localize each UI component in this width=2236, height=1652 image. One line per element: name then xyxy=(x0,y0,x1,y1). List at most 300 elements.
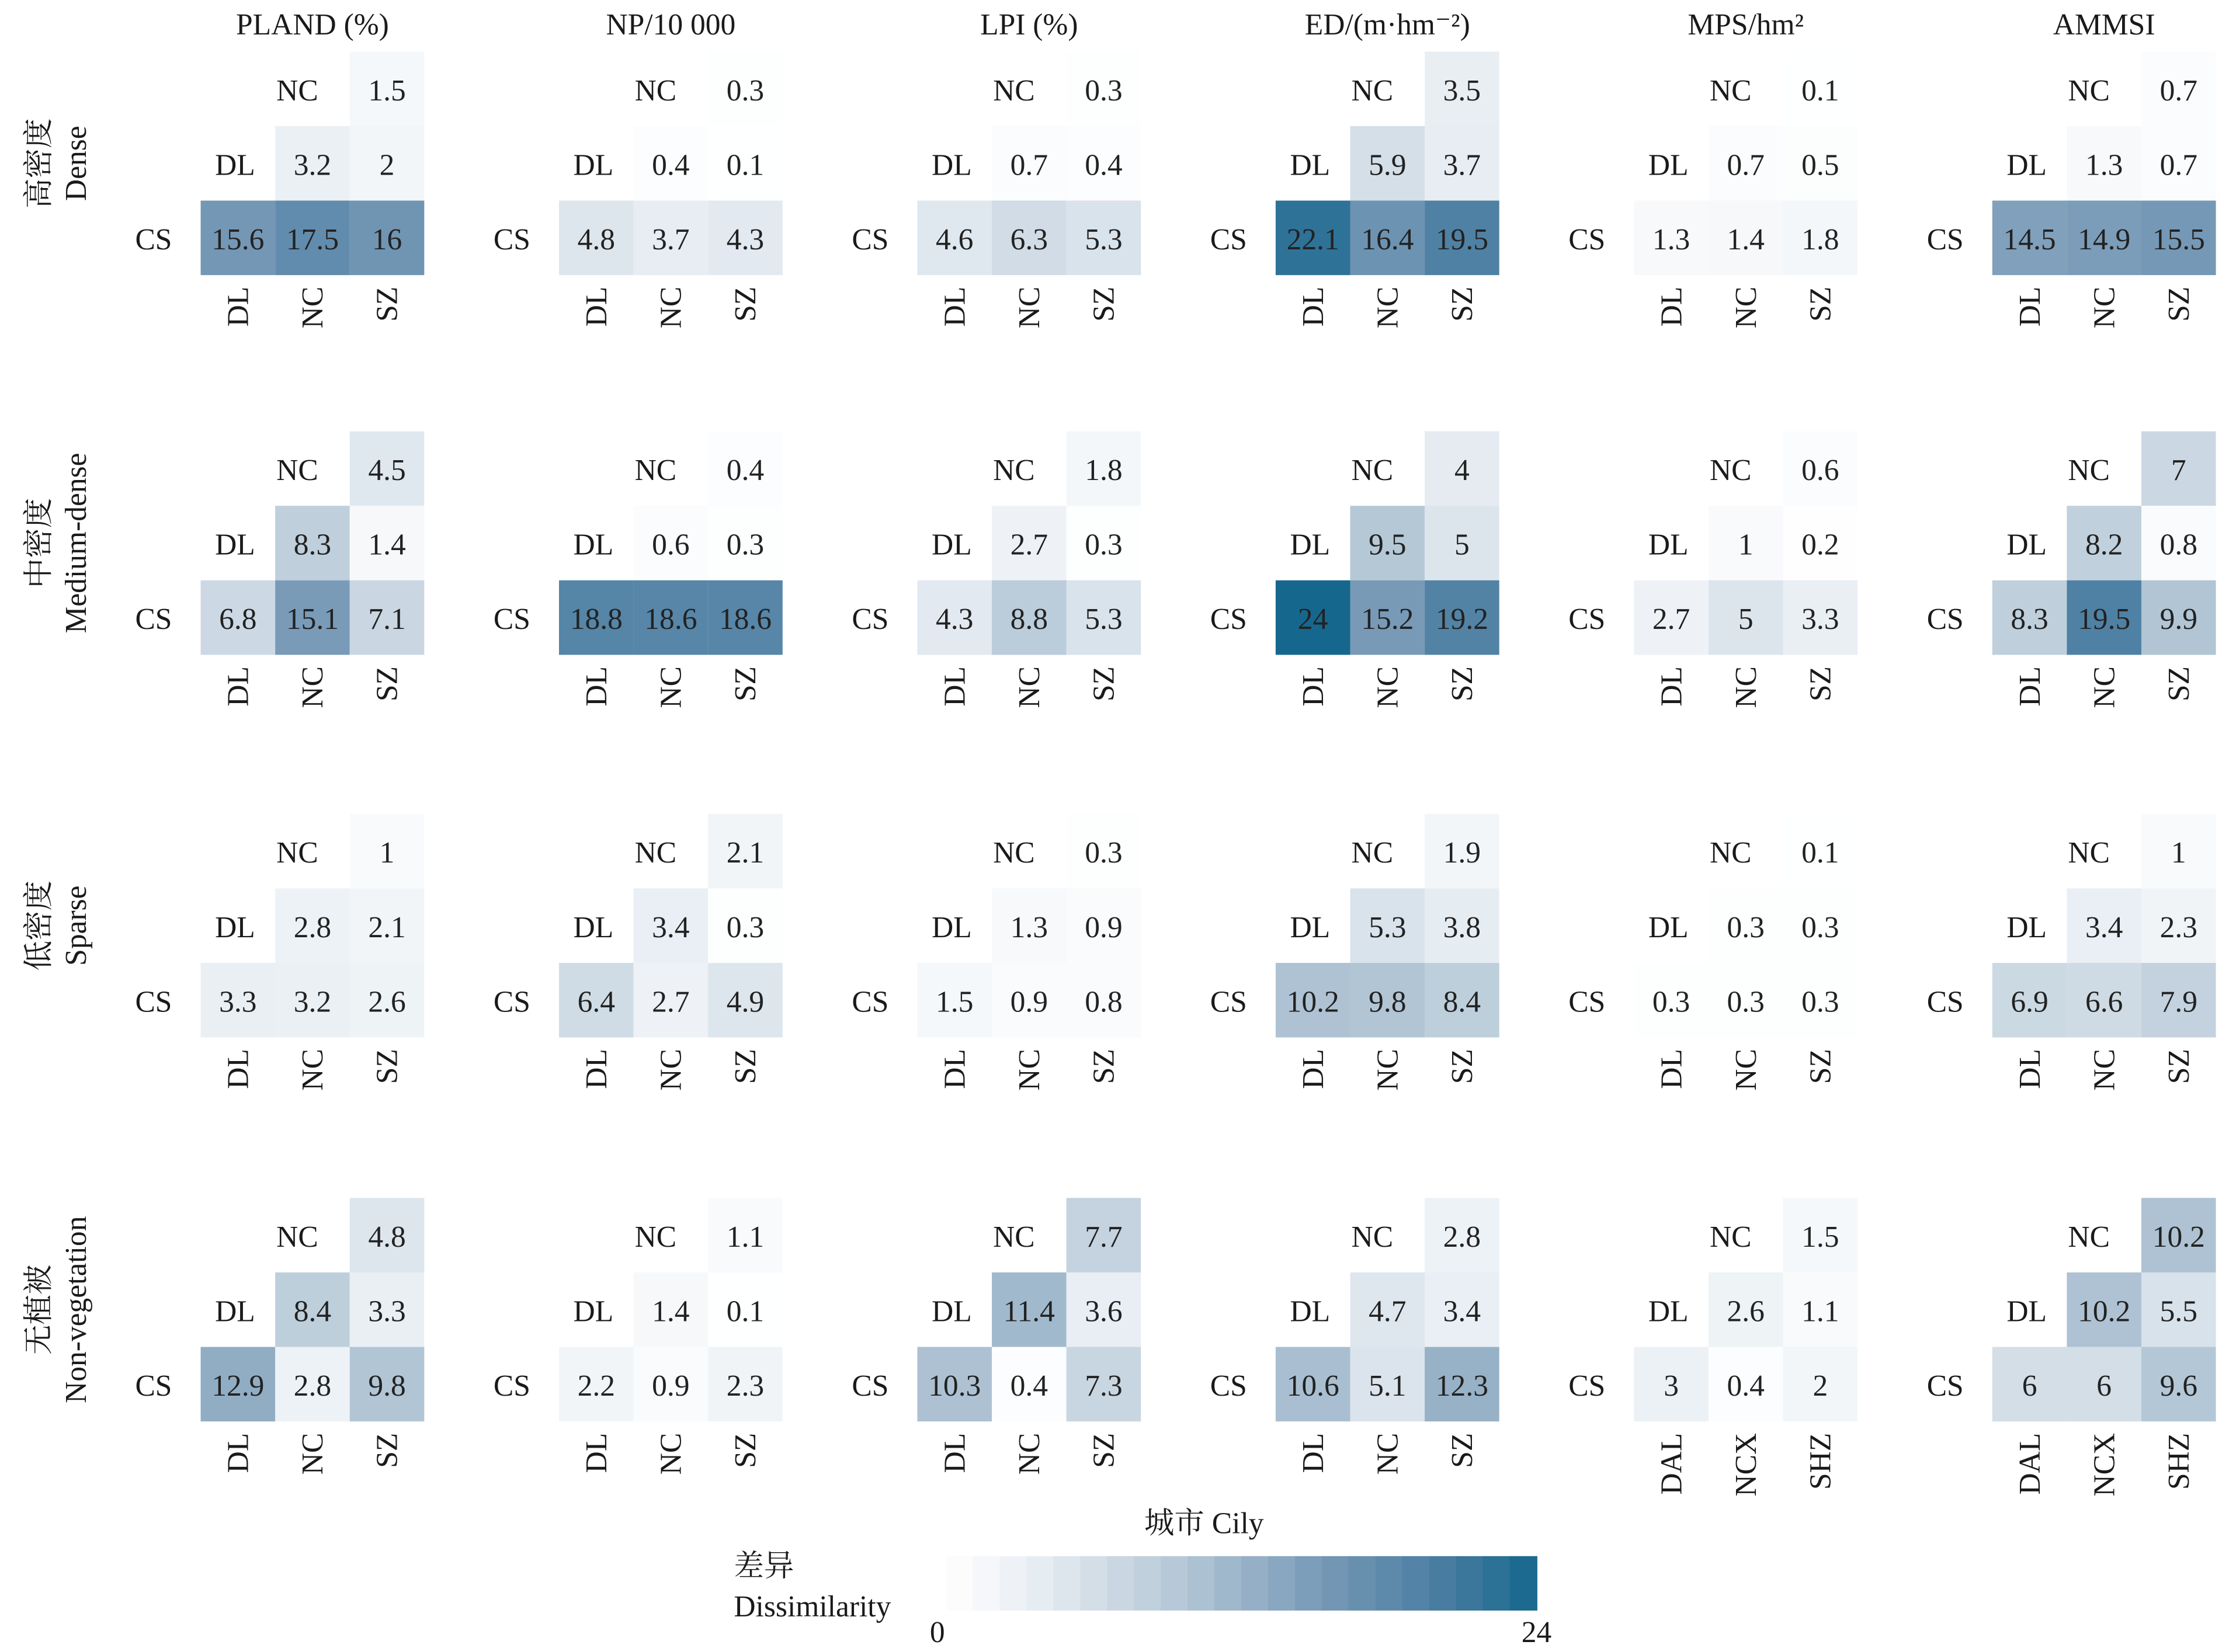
colorbar-segment xyxy=(1214,1556,1242,1611)
cell-value-dl_sz: 0.4 xyxy=(1085,148,1123,182)
col-tick-2: SZ xyxy=(370,286,404,322)
col-tick-2: SZ xyxy=(1446,1049,1480,1084)
row-label-en: Non-vegetation xyxy=(60,1216,93,1403)
col-tick-1: NC xyxy=(1371,666,1405,708)
cell-value-dl_sz: 3.6 xyxy=(1085,1295,1123,1328)
cell-value-cs_nc: 5.1 xyxy=(1369,1369,1407,1403)
colorbar-legend xyxy=(734,1550,1551,1645)
row-tick-cs: CS xyxy=(1210,603,1247,637)
col-tick-1: NC xyxy=(1371,1049,1405,1091)
row-label-en: Sparse xyxy=(60,885,93,966)
row-tick-nc: NC xyxy=(993,454,1035,488)
cell-value-cs_nc: 3.7 xyxy=(652,222,690,256)
row-tick-dl: DL xyxy=(2006,910,2047,944)
cell-value-cs_sz: 7.1 xyxy=(368,603,406,637)
cell-value-cs_sz: 8.4 xyxy=(1443,985,1481,1019)
col-tick-1: NC xyxy=(1013,666,1047,708)
cell-value-cs_dl: 15.6 xyxy=(211,222,265,256)
col-tick-2: SZ xyxy=(2162,666,2196,702)
row-tick-dl: DL xyxy=(215,528,255,562)
col-tick-1: NC xyxy=(2088,286,2122,329)
panel-r1-m4 xyxy=(1568,432,1857,708)
colorbar-segment xyxy=(1510,1556,1537,1611)
row-tick-cs: CS xyxy=(493,222,530,256)
cell-value-dl_sz: 3.8 xyxy=(1443,910,1481,944)
metric-header-5: AMMSI xyxy=(2053,8,2155,41)
cell-value-nc_sz: 1.5 xyxy=(1801,1220,1839,1254)
row-tick-dl: DL xyxy=(932,148,972,182)
cell-value-dl_sz: 0.1 xyxy=(726,148,765,182)
row-tick-nc: NC xyxy=(1709,1220,1752,1254)
panel-r2-m4 xyxy=(1568,814,1857,1091)
cell-value-nc_sz: 4 xyxy=(1454,454,1470,488)
col-tick-2: SZ xyxy=(2162,286,2196,322)
row-tick-nc: NC xyxy=(276,74,318,107)
cell-value-nc_sz: 2.1 xyxy=(726,836,765,870)
row-tick-nc: NC xyxy=(634,74,677,107)
panel-r2-m3 xyxy=(1210,814,1499,1091)
col-tick-1: NC xyxy=(1729,666,1763,708)
cell-value-cs_nc: 2.7 xyxy=(652,985,690,1019)
col-tick-2: SZ xyxy=(1446,286,1480,322)
cell-value-cs_sz: 0.3 xyxy=(1801,985,1839,1019)
row-label-1 xyxy=(22,453,93,633)
cell-value-cs_nc: 6 xyxy=(2096,1369,2112,1403)
row-tick-cs: CS xyxy=(852,985,889,1019)
row-tick-cs: CS xyxy=(1210,222,1247,256)
col-tick-2: SZ xyxy=(729,666,763,702)
cell-value-cs_nc: 17.5 xyxy=(286,222,339,256)
cell-value-dl_nc: 5.9 xyxy=(1369,148,1407,182)
colorbar-segment xyxy=(1161,1556,1188,1611)
cell-value-cs_nc: 18.6 xyxy=(644,603,697,637)
cell-value-dl_nc: 1.3 xyxy=(1010,910,1048,944)
cell-value-cs_sz: 15.5 xyxy=(2152,222,2205,256)
row-label-en: Medium-dense xyxy=(60,453,93,634)
row-label-cn: 无植被 xyxy=(22,1264,56,1355)
col-tick-1: NC xyxy=(1013,1049,1047,1091)
row-tick-nc: NC xyxy=(276,454,318,488)
cell-value-cs_dl: 4.6 xyxy=(936,222,974,256)
cell-value-dl_sz: 3.4 xyxy=(1443,1295,1481,1328)
col-tick-0: DAL xyxy=(2013,1432,2047,1495)
cell-value-dl_nc: 2.6 xyxy=(1727,1295,1765,1328)
panel-r1-m1 xyxy=(494,432,783,708)
row-tick-cs: CS xyxy=(1926,1369,1964,1403)
col-tick-0: DL xyxy=(938,666,972,707)
cell-value-cs_nc: 0.3 xyxy=(1727,985,1765,1019)
cell-value-dl_nc: 0.7 xyxy=(1727,148,1765,182)
col-tick-1: NC xyxy=(296,1432,330,1475)
row-tick-dl: DL xyxy=(2006,528,2047,562)
row-tick-nc: NC xyxy=(1351,454,1394,488)
row-tick-dl: DL xyxy=(1290,148,1331,182)
cell-value-dl_nc: 10.2 xyxy=(2078,1295,2131,1328)
cell-value-nc_sz: 1.8 xyxy=(1085,454,1123,488)
cell-value-cs_sz: 9.8 xyxy=(368,1369,406,1403)
row-label-3 xyxy=(22,1216,93,1403)
cell-value-dl_nc: 2.8 xyxy=(293,910,332,944)
cell-value-dl_sz: 0.8 xyxy=(2159,528,2197,562)
cell-value-dl_nc: 9.5 xyxy=(1369,528,1407,562)
cell-value-nc_sz: 0.3 xyxy=(1085,836,1123,870)
cell-value-dl_nc: 0.6 xyxy=(652,528,690,562)
row-tick-cs: CS xyxy=(1926,985,1964,1019)
cell-value-cs_nc: 19.5 xyxy=(2078,603,2131,637)
col-tick-2: SZ xyxy=(1446,1432,1480,1468)
panel-r0-m4 xyxy=(1568,51,1857,328)
col-tick-0: DL xyxy=(221,1049,255,1089)
cell-value-cs_sz: 12.3 xyxy=(1435,1369,1488,1403)
cell-value-cs_sz: 2 xyxy=(1813,1369,1828,1403)
cell-value-dl_nc: 1.3 xyxy=(2085,148,2123,182)
cell-value-nc_sz: 0.7 xyxy=(2159,74,2197,107)
col-tick-2: SZ xyxy=(1087,666,1121,702)
col-tick-1: NC xyxy=(2088,1049,2122,1091)
panel-r1-m5 xyxy=(1927,432,2216,708)
col-tick-0: DL xyxy=(579,1432,613,1473)
row-tick-nc: NC xyxy=(2068,454,2110,488)
col-tick-2: SZ xyxy=(370,1432,404,1468)
colorbar-segment xyxy=(1402,1556,1430,1611)
panel-r1-m2 xyxy=(852,432,1141,708)
col-tick-1: NC xyxy=(1013,1432,1047,1475)
row-tick-dl: DL xyxy=(1290,910,1331,944)
cell-value-cs_sz: 5.3 xyxy=(1085,222,1123,256)
col-tick-0: DL xyxy=(938,1432,972,1473)
row-tick-nc: NC xyxy=(276,1220,318,1254)
row-tick-dl: DL xyxy=(573,910,614,944)
col-tick-1: NC xyxy=(1729,286,1763,329)
cell-value-nc_sz: 0.3 xyxy=(1085,74,1123,107)
colorbar-segment xyxy=(1483,1556,1511,1611)
cell-value-nc_sz: 0.1 xyxy=(1801,74,1839,107)
cell-value-dl_sz: 0.1 xyxy=(726,1295,765,1328)
colorbar-segment xyxy=(1107,1556,1134,1611)
cell-value-nc_sz: 4.8 xyxy=(368,1220,406,1254)
cell-value-cs_dl: 10.6 xyxy=(1286,1369,1339,1403)
cell-value-cs_dl: 14.5 xyxy=(2003,222,2056,256)
col-tick-2: SZ xyxy=(1804,666,1838,702)
col-tick-2: SZ xyxy=(1087,1432,1121,1468)
col-tick-0: DL xyxy=(1296,1432,1330,1473)
row-label-cn: 中密度 xyxy=(22,498,56,589)
row-tick-cs: CS xyxy=(1926,603,1964,637)
cell-value-cs_nc: 6.6 xyxy=(2085,985,2123,1019)
row-tick-cs: CS xyxy=(852,603,889,637)
panel-r0-m0 xyxy=(135,51,424,328)
row-tick-nc: NC xyxy=(634,1220,677,1254)
cell-value-cs_dl: 1.5 xyxy=(936,985,974,1019)
col-tick-1: NC xyxy=(1013,286,1047,329)
row-tick-dl: DL xyxy=(573,528,614,562)
cell-value-dl_sz: 0.3 xyxy=(726,910,765,944)
cell-value-cs_nc: 5 xyxy=(1738,603,1754,637)
cell-value-cs_sz: 5.3 xyxy=(1085,603,1123,637)
cell-value-cs_dl: 10.3 xyxy=(928,1369,981,1403)
cell-value-dl_nc: 8.4 xyxy=(293,1295,332,1328)
colorbar-segment xyxy=(973,1556,1000,1611)
col-tick-0: DL xyxy=(1655,286,1689,327)
col-tick-1: NC xyxy=(1371,1432,1405,1475)
colorbar-segment xyxy=(1080,1556,1107,1611)
row-tick-cs: CS xyxy=(852,222,889,256)
cell-value-cs_dl: 6.4 xyxy=(577,985,615,1019)
col-tick-1: NC xyxy=(296,1049,330,1091)
col-tick-1: NCX xyxy=(1729,1432,1763,1497)
cell-value-cs_dl: 4.3 xyxy=(936,603,974,637)
row-tick-nc: NC xyxy=(634,836,677,870)
col-tick-1: NC xyxy=(654,666,688,708)
row-tick-dl: DL xyxy=(573,148,614,182)
cell-value-dl_nc: 5.3 xyxy=(1369,910,1407,944)
row-tick-nc: NC xyxy=(2068,74,2110,107)
cell-value-dl_sz: 0.7 xyxy=(2159,148,2197,182)
row-tick-nc: NC xyxy=(1709,74,1752,107)
row-tick-dl: DL xyxy=(2006,148,2047,182)
cell-value-cs_sz: 9.9 xyxy=(2159,603,2197,637)
col-tick-2: SHZ xyxy=(2162,1432,2196,1490)
col-tick-0: DL xyxy=(1655,1049,1689,1089)
cell-value-nc_sz: 0.6 xyxy=(1801,454,1839,488)
panel-r0-m2 xyxy=(852,51,1141,328)
cell-value-dl_nc: 4.7 xyxy=(1369,1295,1407,1328)
panel-r0-m3 xyxy=(1210,51,1499,328)
panel-r0-m1 xyxy=(494,51,783,328)
cell-value-dl_sz: 0.3 xyxy=(1801,910,1839,944)
cell-value-cs_dl: 2.2 xyxy=(577,1369,615,1403)
cell-value-dl_nc: 2.7 xyxy=(1010,528,1048,562)
cell-value-cs_dl: 2.7 xyxy=(1652,603,1690,637)
col-tick-0: DL xyxy=(2013,666,2047,707)
cell-value-nc_sz: 1.5 xyxy=(368,74,406,107)
row-label-en: Dense xyxy=(60,126,93,201)
cell-value-dl_nc: 3.2 xyxy=(293,148,332,182)
cell-value-cs_nc: 0.9 xyxy=(1010,985,1048,1019)
colorbar-segment xyxy=(1376,1556,1403,1611)
colorbar-segment xyxy=(946,1556,974,1611)
col-tick-0: DL xyxy=(221,666,255,707)
row-tick-cs: CS xyxy=(1210,1369,1247,1403)
row-tick-nc: NC xyxy=(993,1220,1035,1254)
colorbar-segment xyxy=(1241,1556,1269,1611)
cell-value-dl_nc: 1.4 xyxy=(652,1295,690,1328)
cell-value-dl_sz: 0.9 xyxy=(1085,910,1123,944)
colorbar-segment xyxy=(1134,1556,1161,1611)
col-tick-0: DL xyxy=(579,666,613,707)
col-tick-1: NCX xyxy=(2088,1432,2122,1497)
cell-value-cs_dl: 0.3 xyxy=(1652,985,1690,1019)
row-tick-dl: DL xyxy=(932,528,972,562)
row-tick-nc: NC xyxy=(276,836,318,870)
col-tick-0: DL xyxy=(221,1432,255,1473)
colorbar-min-label: 0 xyxy=(929,1616,945,1645)
panel-r2-m1 xyxy=(494,814,783,1091)
cell-value-dl_sz: 2 xyxy=(379,148,395,182)
cell-value-dl_sz: 5 xyxy=(1454,528,1470,562)
panel-r1-m3 xyxy=(1210,432,1499,708)
row-tick-cs: CS xyxy=(1568,603,1606,637)
cell-value-cs_sz: 2.3 xyxy=(726,1369,765,1403)
row-tick-dl: DL xyxy=(1648,910,1689,944)
cell-value-cs_sz: 4.3 xyxy=(726,222,765,256)
col-tick-0: DL xyxy=(1655,666,1689,707)
row-tick-nc: NC xyxy=(1351,1220,1394,1254)
col-tick-0: DL xyxy=(1296,1049,1330,1089)
cell-value-nc_sz: 10.2 xyxy=(2152,1220,2205,1254)
panel-r3-m0 xyxy=(135,1198,424,1474)
colorbar-segment xyxy=(1295,1556,1322,1611)
panel-r3-m2 xyxy=(852,1198,1141,1474)
row-tick-cs: CS xyxy=(135,222,172,256)
col-tick-1: NC xyxy=(296,666,330,708)
metric-header-4: MPS/hm² xyxy=(1688,8,1804,41)
row-tick-nc: NC xyxy=(1351,74,1394,107)
col-tick-2: SZ xyxy=(2162,1049,2196,1084)
panel-r2-m5 xyxy=(1927,814,2216,1091)
cell-value-dl_sz: 1.1 xyxy=(1801,1295,1839,1328)
cell-value-cs_dl: 12.9 xyxy=(211,1369,265,1403)
cell-value-cs_sz: 4.9 xyxy=(726,985,765,1019)
cell-value-cs_sz: 9.6 xyxy=(2159,1369,2197,1403)
cell-value-nc_sz: 0.4 xyxy=(726,454,765,488)
row-tick-cs: CS xyxy=(493,603,530,637)
col-tick-2: SZ xyxy=(370,666,404,702)
panel-r2-m2 xyxy=(852,814,1141,1091)
row-tick-dl: DL xyxy=(932,910,972,944)
cell-value-cs_nc: 2.8 xyxy=(293,1369,332,1403)
panel-r1-m0 xyxy=(135,432,424,708)
row-tick-dl: DL xyxy=(1648,1295,1689,1328)
panel-r3-m5 xyxy=(1927,1198,2216,1496)
cell-value-cs_dl: 8.3 xyxy=(2011,603,2048,637)
cell-value-cs_nc: 6.3 xyxy=(1010,222,1048,256)
cell-value-cs_nc: 0.4 xyxy=(1727,1369,1765,1403)
cell-value-cs_nc: 3.2 xyxy=(293,985,332,1019)
cell-value-dl_sz: 0.3 xyxy=(726,528,765,562)
cell-value-dl_sz: 3.3 xyxy=(368,1295,406,1328)
cell-value-cs_sz: 3.3 xyxy=(1801,603,1839,637)
col-tick-2: SZ xyxy=(1804,1049,1838,1084)
row-tick-cs: CS xyxy=(1568,222,1606,256)
row-tick-dl: DL xyxy=(2006,1295,2047,1328)
cell-value-nc_sz: 1 xyxy=(379,836,395,870)
colorbar-segment xyxy=(999,1556,1027,1611)
row-tick-nc: NC xyxy=(1351,836,1394,870)
panel-r3-m4 xyxy=(1568,1198,1857,1496)
row-tick-nc: NC xyxy=(2068,836,2110,870)
cell-value-cs_dl: 22.1 xyxy=(1286,222,1339,256)
cell-value-dl_sz: 0.2 xyxy=(1801,528,1839,562)
row-label-cn: 高密度 xyxy=(22,118,56,209)
row-tick-nc: NC xyxy=(634,454,677,488)
cell-value-cs_nc: 0.4 xyxy=(1010,1369,1048,1403)
row-tick-dl: DL xyxy=(1290,528,1331,562)
row-tick-dl: DL xyxy=(215,910,255,944)
cell-value-cs_nc: 9.8 xyxy=(1369,985,1407,1019)
colorbar-max-label: 24 xyxy=(1521,1616,1552,1645)
metric-header-3: ED/(m·hm⁻²) xyxy=(1304,8,1470,41)
colorbar-segment xyxy=(1268,1556,1296,1611)
cell-value-cs_dl: 4.8 xyxy=(577,222,615,256)
row-tick-cs: CS xyxy=(1210,985,1247,1019)
col-tick-2: SZ xyxy=(1804,286,1838,322)
col-tick-1: NC xyxy=(654,1049,688,1091)
colorbar-segment xyxy=(1188,1556,1215,1611)
col-tick-0: DL xyxy=(579,286,613,327)
cell-value-dl_sz: 3.7 xyxy=(1443,148,1481,182)
row-tick-nc: NC xyxy=(993,74,1035,107)
cell-value-cs_sz: 7.3 xyxy=(1085,1369,1123,1403)
col-tick-2: SZ xyxy=(1087,1049,1121,1084)
col-tick-2: SZ xyxy=(729,286,763,322)
cell-value-cs_dl: 1.3 xyxy=(1652,222,1690,256)
cell-value-nc_sz: 4.5 xyxy=(368,454,406,488)
cell-value-dl_nc: 8.3 xyxy=(293,528,332,562)
cell-value-cs_sz: 18.6 xyxy=(718,603,772,637)
cell-value-cs_nc: 15.1 xyxy=(286,603,339,637)
cell-value-cs_sz: 7.9 xyxy=(2159,985,2197,1019)
row-tick-cs: CS xyxy=(1568,1369,1606,1403)
row-tick-cs: CS xyxy=(135,603,172,637)
cell-value-nc_sz: 1.9 xyxy=(1443,836,1481,870)
cell-value-dl_sz: 0.3 xyxy=(1085,528,1123,562)
cell-value-nc_sz: 0.3 xyxy=(726,74,765,107)
x-axis-title: 城市 Cily xyxy=(1144,1507,1264,1540)
col-tick-0: DL xyxy=(938,286,972,327)
legend-title-cn: 差异 xyxy=(734,1550,794,1584)
col-tick-0: DL xyxy=(2013,1049,2047,1089)
cell-value-dl_nc: 11.4 xyxy=(1003,1295,1055,1328)
cell-value-cs_sz: 1.8 xyxy=(1801,222,1839,256)
row-tick-dl: DL xyxy=(932,1295,972,1328)
cell-value-cs_dl: 10.2 xyxy=(1286,985,1339,1019)
cell-value-cs_nc: 8.8 xyxy=(1010,603,1048,637)
panel-r3-m1 xyxy=(494,1198,783,1474)
colorbar-segment xyxy=(1429,1556,1457,1611)
cell-value-cs_dl: 3.3 xyxy=(219,985,257,1019)
row-tick-cs: CS xyxy=(852,1369,889,1403)
cell-value-dl_nc: 8.2 xyxy=(2085,528,2123,562)
row-tick-dl: DL xyxy=(215,148,255,182)
cell-value-cs_sz: 2.6 xyxy=(368,985,406,1019)
col-tick-1: NC xyxy=(296,286,330,329)
cell-value-nc_sz: 3.5 xyxy=(1443,74,1481,107)
col-tick-1: NC xyxy=(654,286,688,329)
col-tick-0: DL xyxy=(579,1049,613,1089)
row-tick-dl: DL xyxy=(1648,528,1689,562)
cell-value-cs_dl: 3 xyxy=(1664,1369,1679,1403)
cell-value-dl_nc: 0.3 xyxy=(1727,910,1765,944)
col-tick-0: DL xyxy=(2013,286,2047,327)
colorbar-segment xyxy=(1026,1556,1054,1611)
row-tick-cs: CS xyxy=(1568,985,1606,1019)
cell-value-cs_dl: 24 xyxy=(1297,603,1328,637)
cell-value-nc_sz: 0.1 xyxy=(1801,836,1839,870)
cell-value-dl_nc: 3.4 xyxy=(2085,910,2123,944)
cell-value-cs_nc: 0.9 xyxy=(652,1369,690,1403)
row-tick-cs: CS xyxy=(493,985,530,1019)
row-label-2 xyxy=(22,881,93,971)
colorbar-segment xyxy=(1053,1556,1081,1611)
col-tick-0: DL xyxy=(221,286,255,327)
row-tick-cs: CS xyxy=(493,1369,530,1403)
cell-value-cs_dl: 18.8 xyxy=(570,603,623,637)
cell-value-cs_dl: 6.9 xyxy=(2011,985,2048,1019)
col-tick-0: DAL xyxy=(1655,1432,1689,1495)
col-tick-2: SZ xyxy=(729,1049,763,1084)
cell-value-dl_nc: 0.4 xyxy=(652,148,690,182)
